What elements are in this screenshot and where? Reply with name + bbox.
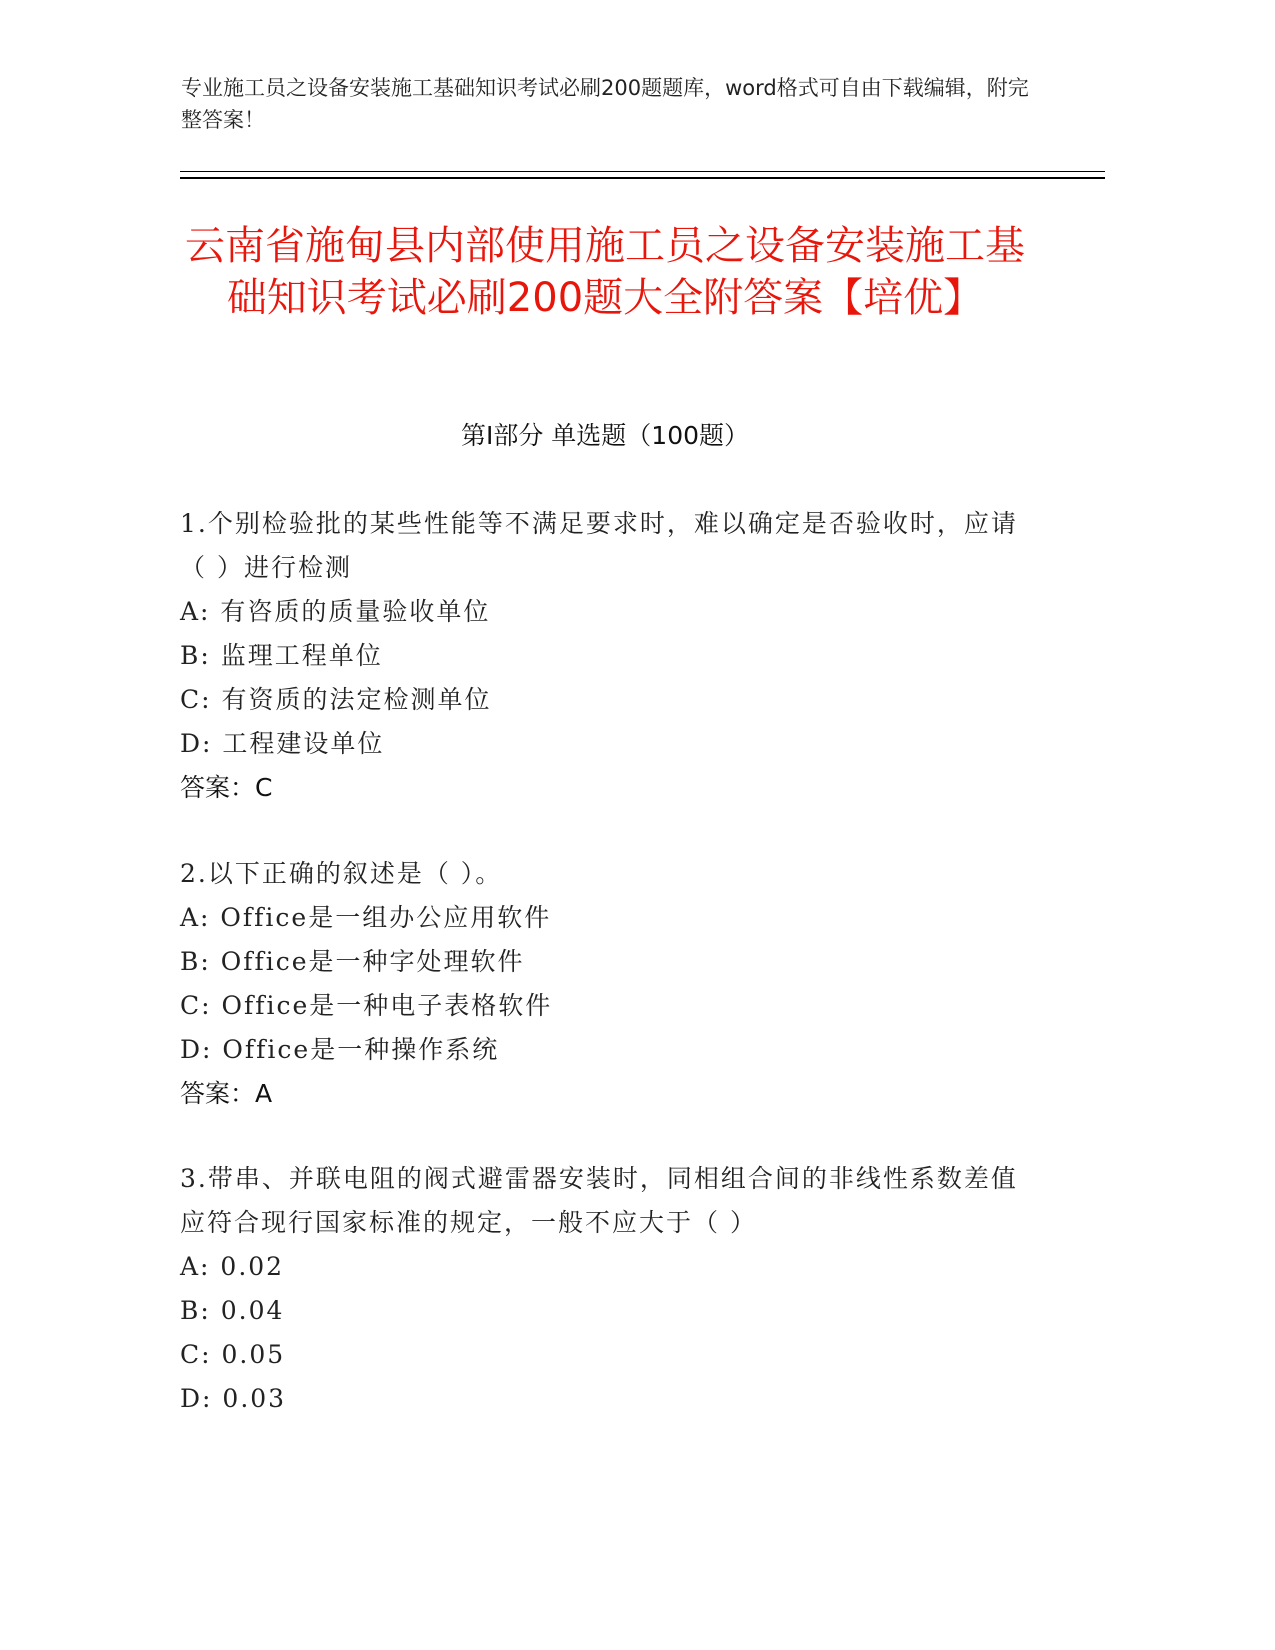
answer: 答案：A <box>180 1079 273 1108</box>
section-heading: 第I部分 单选题（100题） <box>460 421 750 450</box>
question-stem: 2.以下正确的叙述是（ ）。 <box>180 859 503 888</box>
option-b: B: 监理工程单位 <box>180 641 383 670</box>
option-d: D: Office是一种操作系统 <box>180 1035 500 1064</box>
option-b: B: 0.04 <box>180 1296 285 1325</box>
question-2 <box>180 852 1030 1116</box>
question-stem: 3.带串、并联电阻的阀式避雷器安装时，同相组合间的非线性系数差值应符合现行国家标准的规定，一般不应大于（ ） <box>180 1164 1018 1237</box>
header-divider-thick <box>180 177 1105 179</box>
option-a: A: Office是一组办公应用软件 <box>180 903 552 932</box>
question-1 <box>180 502 1030 810</box>
option-d: D: 0.03 <box>180 1384 287 1413</box>
question-3 <box>180 1157 1030 1421</box>
header-note: 专业施工员之设备安装施工基础知识考试必刷200题题库，word格式可自由下载编辑，附完整答案！ <box>181 76 1029 132</box>
option-c: C: 0.05 <box>180 1340 286 1369</box>
option-b: B: Office是一种字处理软件 <box>180 947 525 976</box>
document-title: 云南省施甸县内部使用施工员之设备安装施工基础知识考试必刷200题大全附答案【培优】 <box>185 223 1025 321</box>
option-a: A: 0.02 <box>180 1252 285 1281</box>
question-stem: 1.个别检验批的某些性能等不满足要求时，难以确定是否验收时，应请（ ）进行检测 <box>180 509 1018 582</box>
option-d: D: 工程建设单位 <box>180 729 385 758</box>
answer: 答案：C <box>180 773 273 802</box>
option-c: C: 有资质的法定检测单位 <box>180 685 492 714</box>
option-c: C: Office是一种电子表格软件 <box>180 991 553 1020</box>
header-divider-thin <box>180 171 1105 172</box>
option-a: A: 有咨质的质量验收单位 <box>180 597 491 626</box>
